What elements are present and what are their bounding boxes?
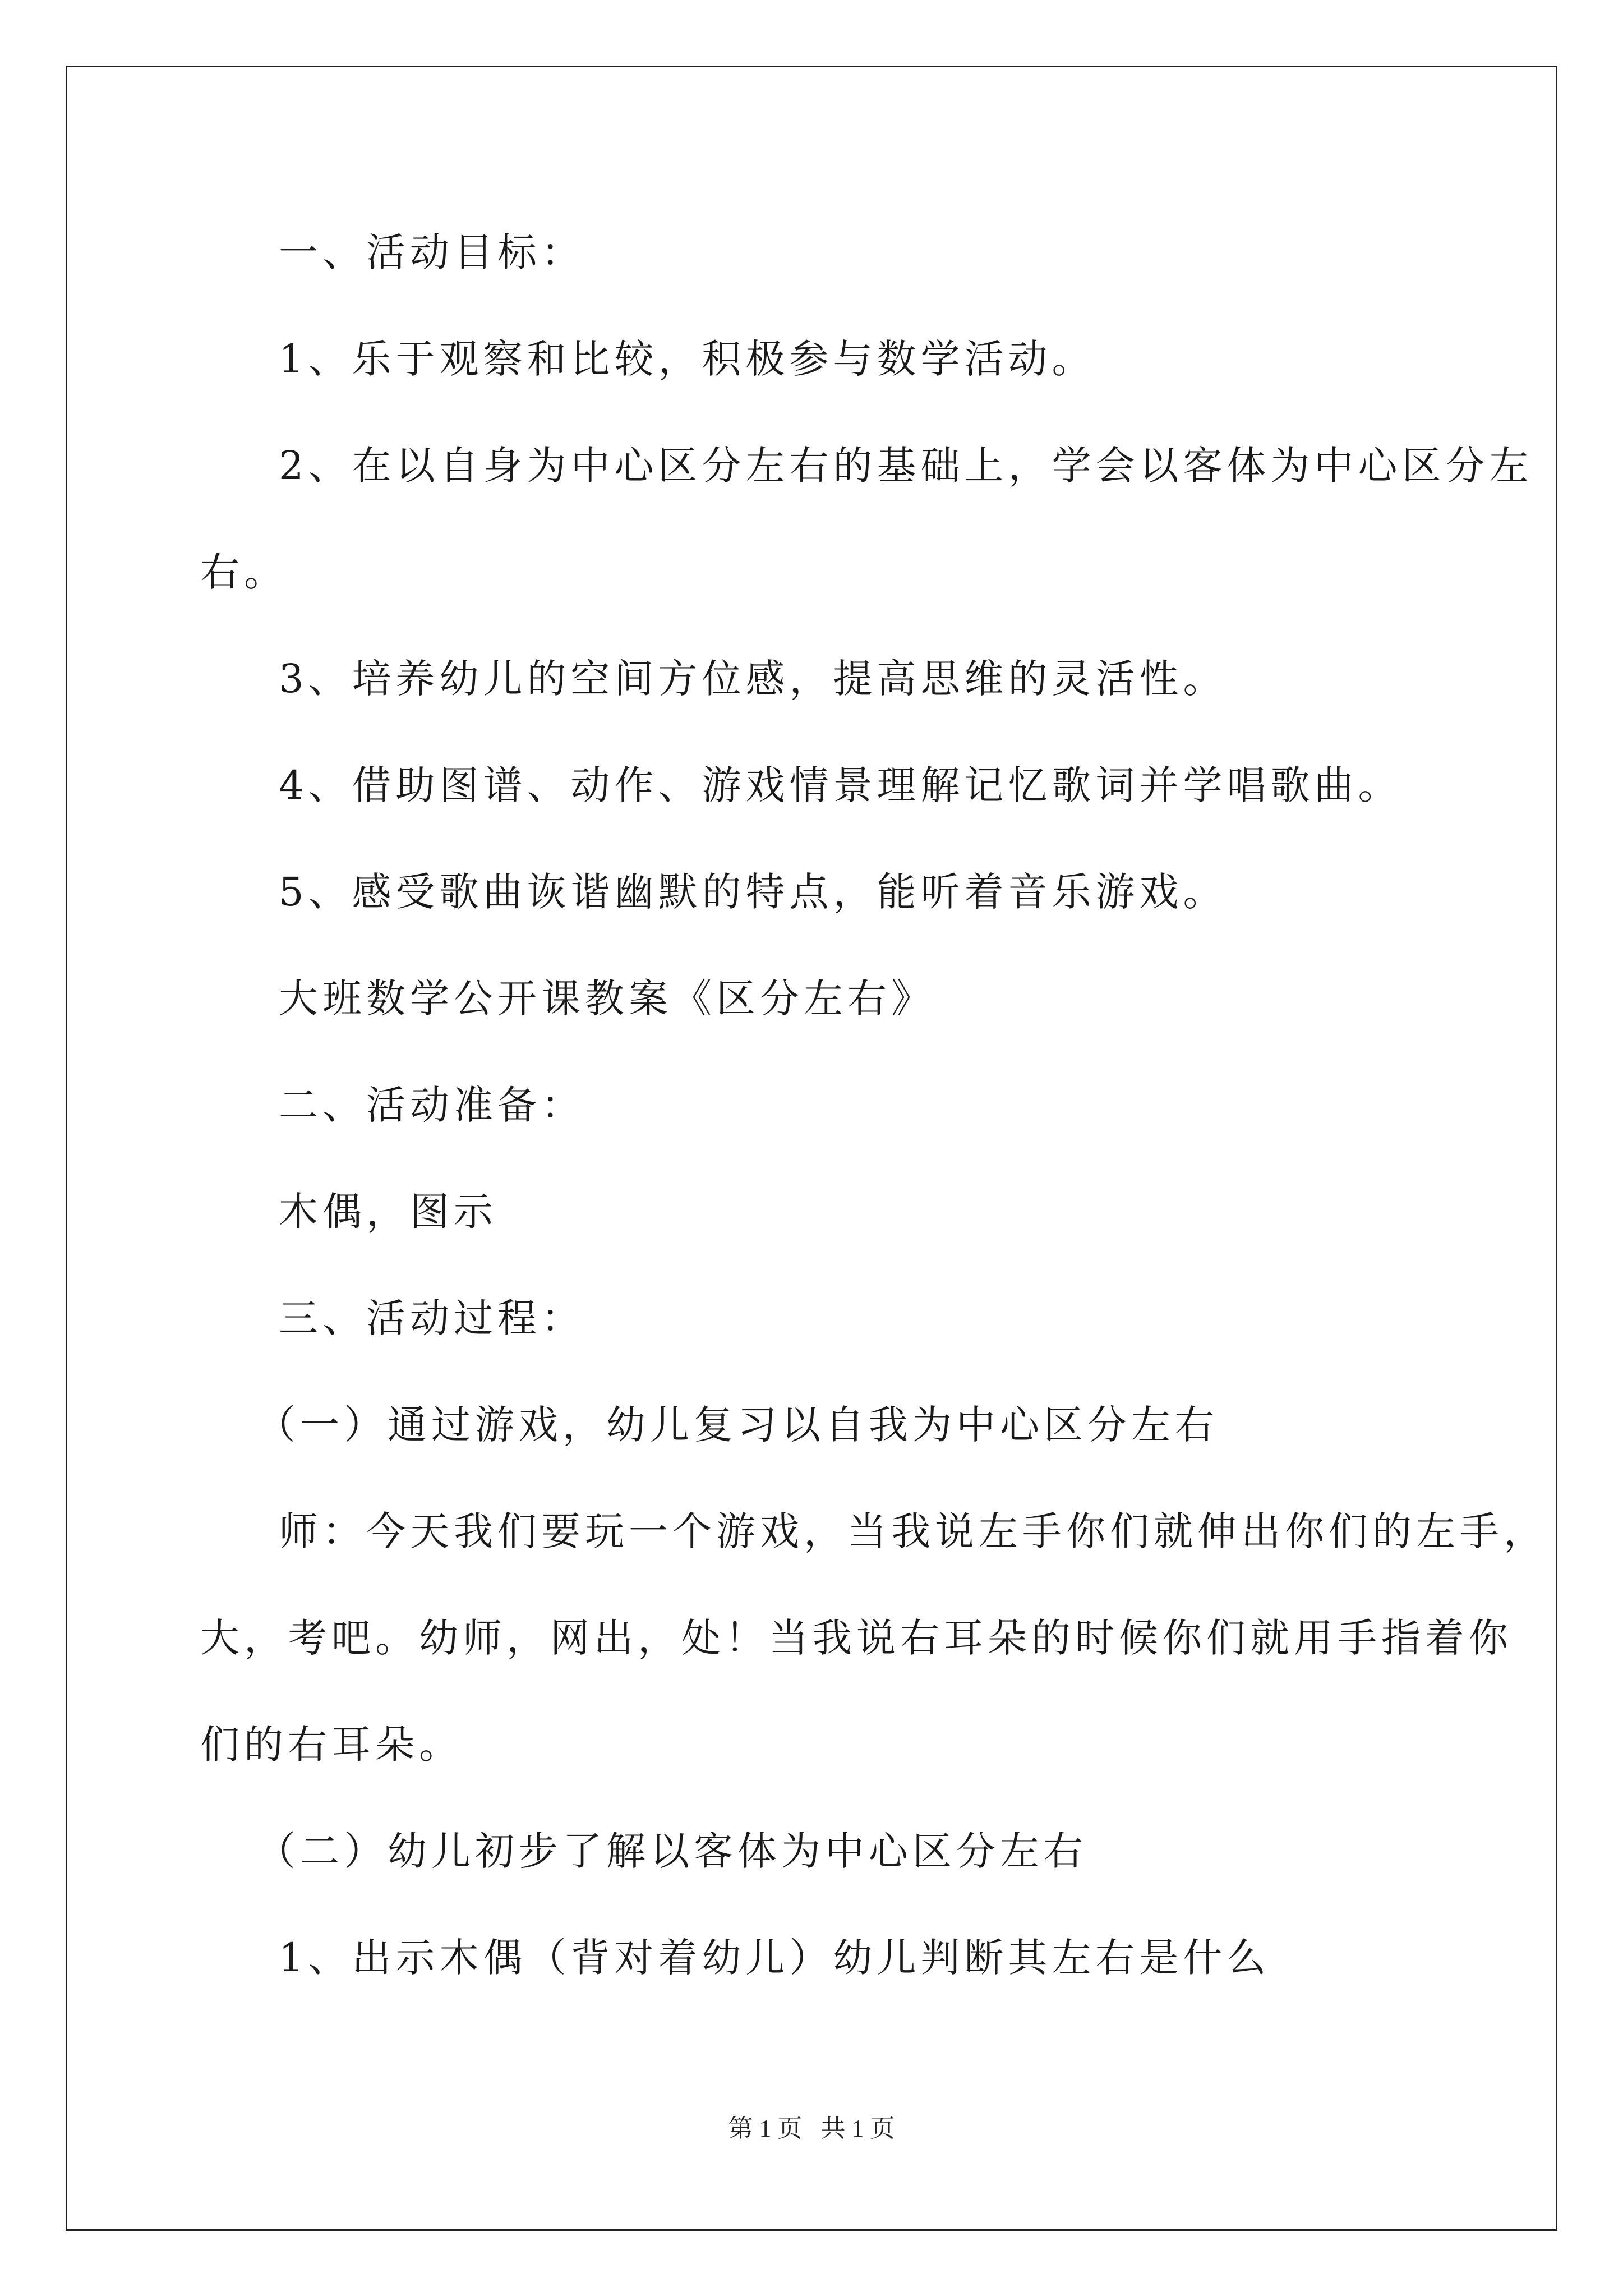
teacher-dialogue: 师：今天我们要玩一个游戏，当我说左手你们就伸出你们的左手， bbox=[279, 1508, 1547, 1554]
process-step-2-heading: （二）幼儿初步了解以客体为中心区分左右 bbox=[256, 1828, 1087, 1874]
goal-item-5: 5、感受歌曲诙谐幽默的特点，能听着音乐游戏。 bbox=[279, 869, 1227, 915]
goal-item-3: 3、培养幼儿的空间方位感，提高思维的灵活性。 bbox=[279, 656, 1227, 702]
page-number-footer: 第 1 页 共 1 页 bbox=[728, 2115, 895, 2142]
goal-item-4: 4、借助图谱、动作、游戏情景理解记忆歌词并学唱歌曲。 bbox=[279, 762, 1402, 808]
heading-activity-goals: 一、活动目标： bbox=[279, 229, 585, 275]
teacher-dialogue-continued: 大，考吧。幼师，网出，处！当我说右耳朵的时候你们就用手指着你 bbox=[200, 1615, 1513, 1661]
lesson-title: 大班数学公开课教案《区分左右》 bbox=[279, 976, 935, 1022]
teacher-dialogue-end: 们的右耳朵。 bbox=[200, 1722, 463, 1768]
heading-activity-process: 三、活动过程： bbox=[279, 1295, 585, 1341]
heading-activity-preparation: 二、活动准备： bbox=[279, 1082, 585, 1128]
goal-item-1: 1、乐于观察和比较，积极参与数学活动。 bbox=[279, 336, 1096, 382]
page-frame bbox=[66, 66, 1557, 2231]
preparation-materials: 木偶，图示 bbox=[279, 1189, 497, 1235]
goal-item-2: 2、在以自身为中心区分左右的基础上，学会以客体为中心区分左 bbox=[279, 443, 1533, 489]
goal-item-2-continued: 右。 bbox=[200, 549, 288, 595]
process-step-2-item-1: 1、出示木偶（背对着幼儿）幼儿判断其左右是什么 bbox=[279, 1935, 1271, 1981]
process-step-1-heading: （一）通过游戏，幼儿复习以自我为中心区分左右 bbox=[256, 1402, 1219, 1448]
